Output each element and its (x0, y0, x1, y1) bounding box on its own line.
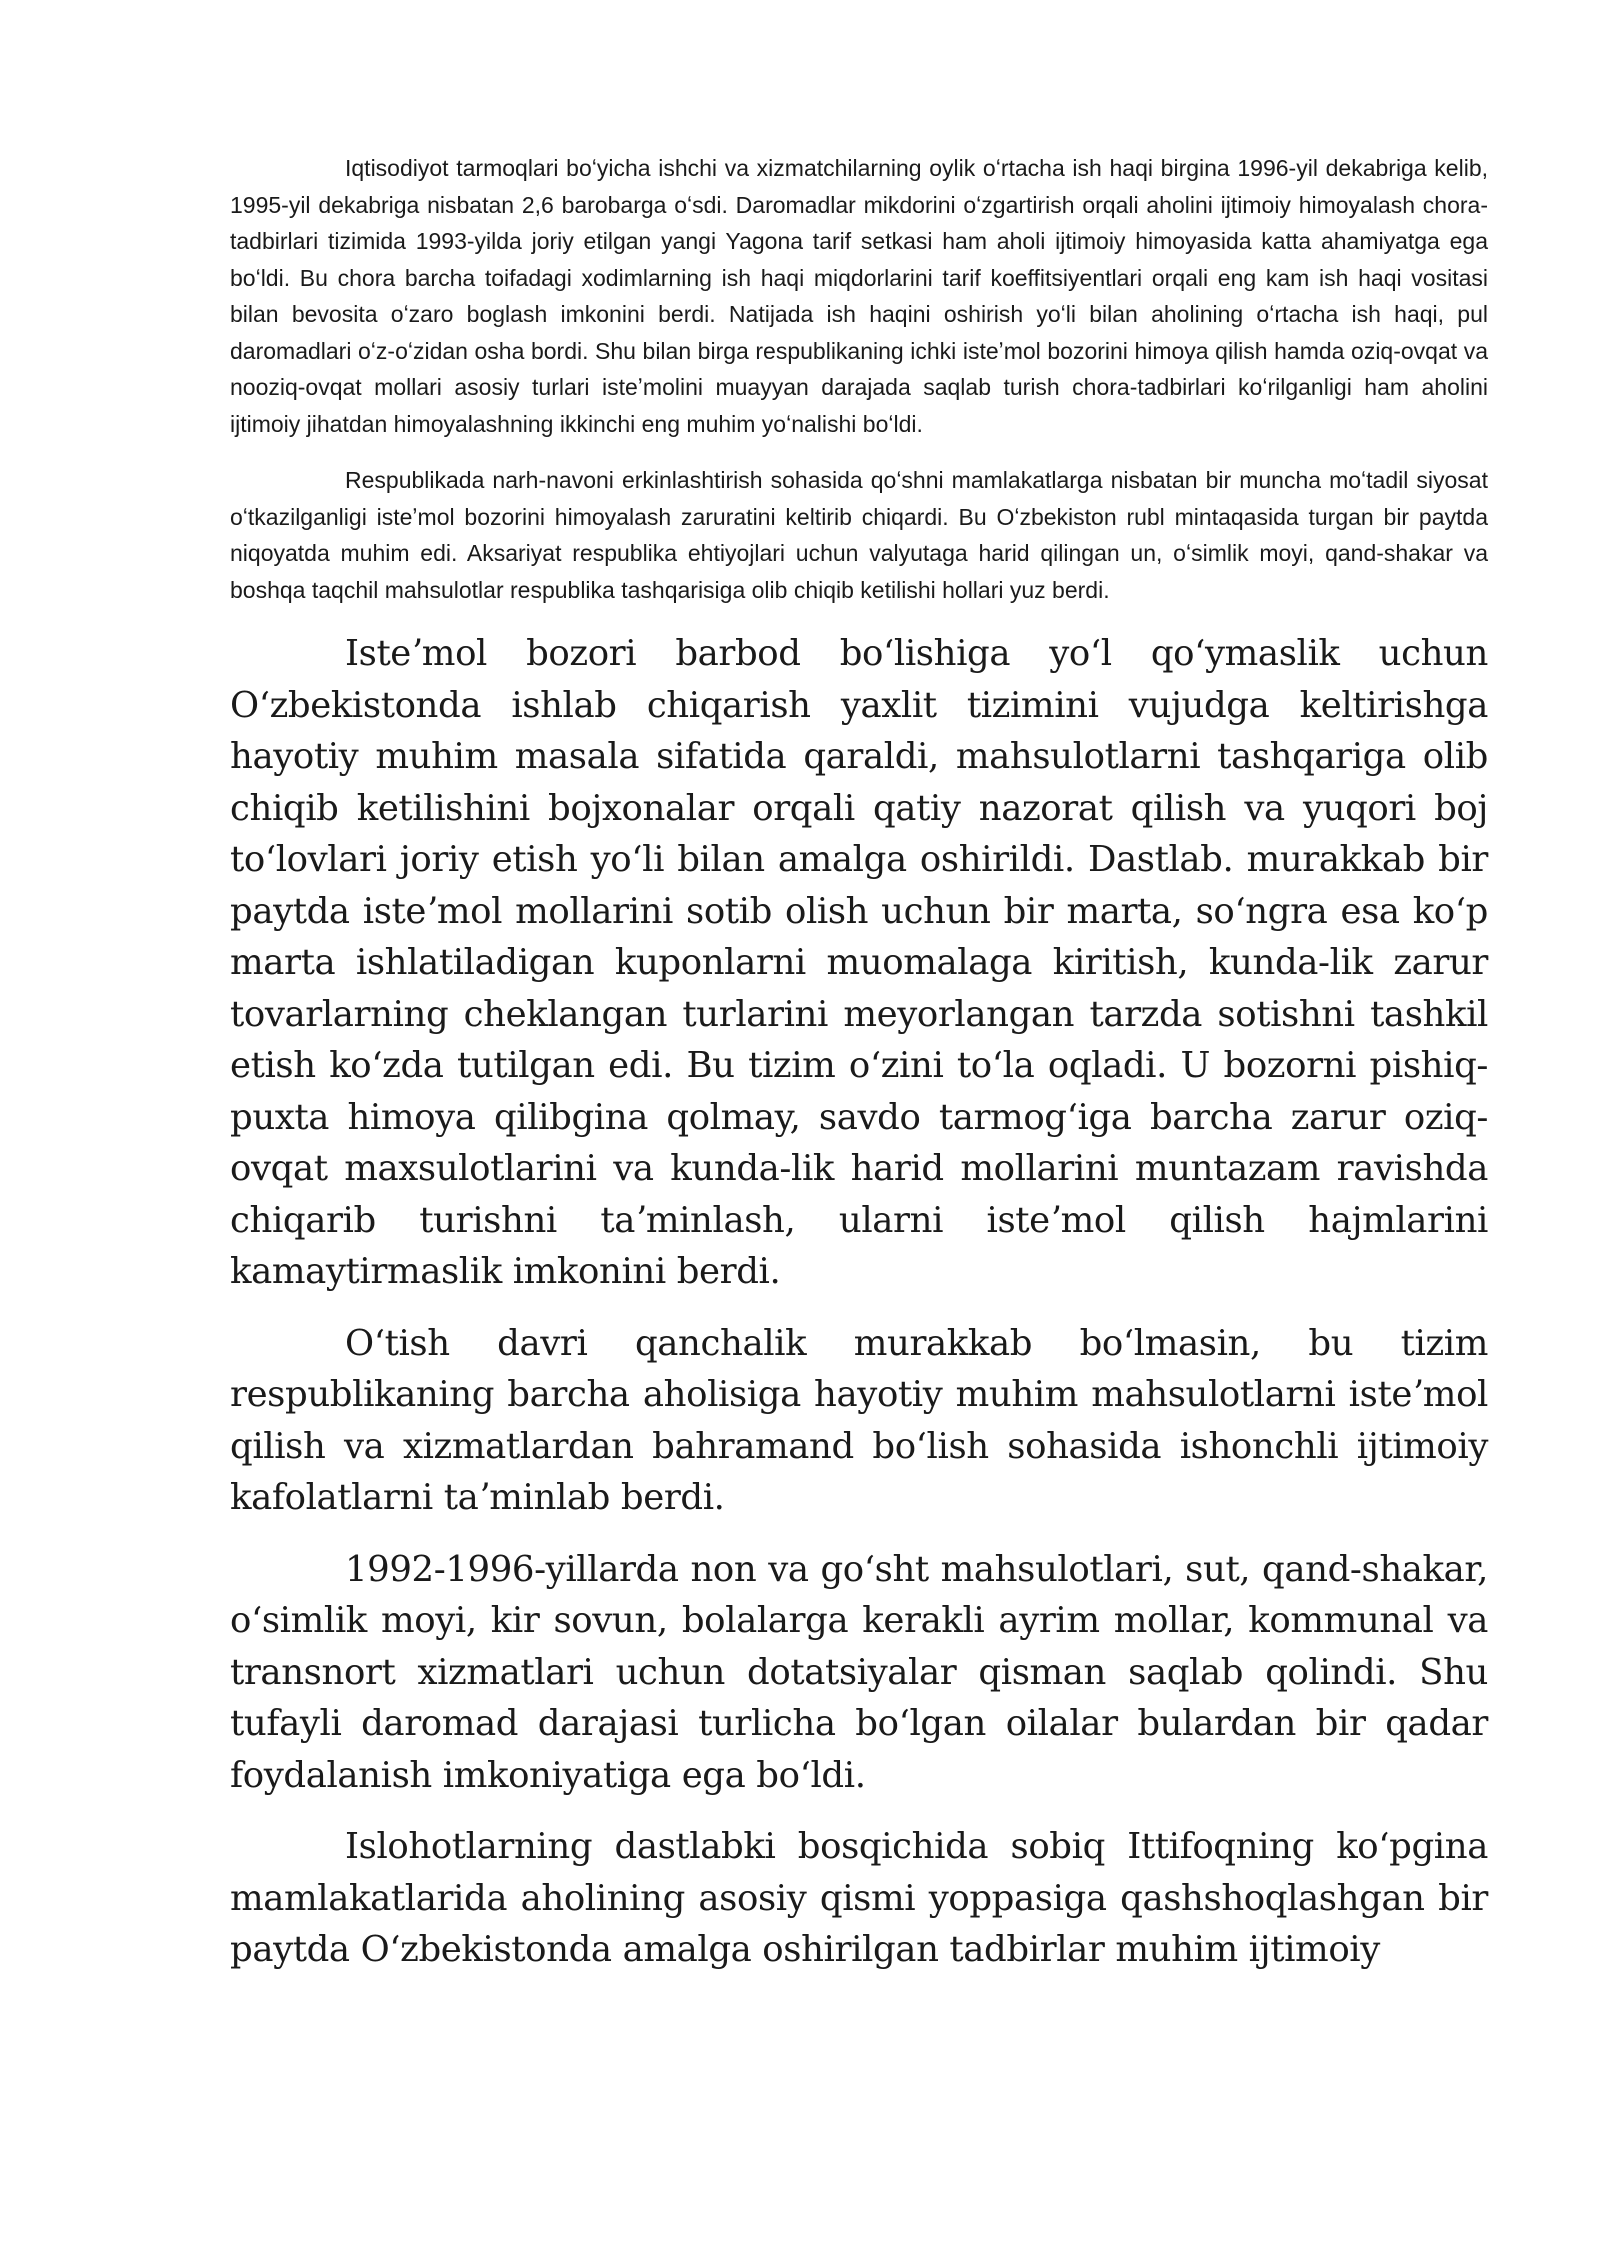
paragraph-subsidies-1992-1996: 1992-1996-yillarda non va goʻsht mahsulotlari, sut, qand-shakar, oʻsimlik moyi, kir sovun, bolalarga kerakli ayrim mollar, kommunal va transnort xizmatlari uchun dotatsiyalar qisman saqlab qolindi. Shu tufayli daromad darajasi turlicha boʻlgan oilalar bulardan bir qadar foydalanish imkoniyatiga ega boʻldi. (230, 1548, 1488, 1796)
paragraph-price-liberalization: Respublikada narh-navoni erkinlashtirish sohasida qoʻshni mamlakatlarga nisbatan bir muncha moʻtadil siyosat oʻtkazilganligi isteʼmol bozorini himoyalash zaruratini keltirib chiqardi. Bu Oʻzbekiston rubl mintaqasida turgan bir paytda niqoyatda muhim edi. Aksariyat respublika ehtiyojlari uchun valyutaga harid qilingan un, oʻsimlik moyi, qand-shakar va boshqa taqchil mahsulotlar respublika tashqarisiga olib chiqib ketilishi hollari yuz berdi. (230, 467, 1488, 603)
paragraph-reforms-first-stage: Islohotlarning dastlabki bosqichida sobiq Ittifoqning koʻpgina mamlakatlarida aholining asosiy qismi yoppasiga qashshoqlashgan bir paytda Oʻzbekistonda amalga oshirilgan tadbirlar muhim ijtimoiy (230, 1826, 1488, 1970)
paragraph-consumer-market-protection: Isteʼmol bozori barbod boʻlishiga yoʻl qoʻymaslik uchun Oʻzbekistonda ishlab chiqarish yaxlit tizimini vujudga keltirishga hayotiy muhim masala sifatida qaraldi, mahsulotlarni tashqariga olib chiqib ketilishini bojxonalar orqali qatiy nazorat qilish va yuqori boj toʻlovlari joriy etish yoʻli bilan amalga oshirildi. Dastlab. murakkab bir paytda isteʼmol mollarini sotib olish uchun bir marta, soʻngra esa koʻp marta ishlatiladigan kuponlarni muomalaga kiritish, kunda-lik zarur tovarlarning cheklangan turlarini meyorlangan tarzda sotishni tashkil etish koʻzda tutilgan edi. Bu tizim oʻzini toʻla oqladi. U bozorni pishiq-puxta himoya qilibgina qolmay, savdo tarmogʻiga barcha zarur oziq-ovqat maxsulotlarini va kunda-lik harid mollarini muntazam ravishda chiqarib turishni taʼminlash, ularni isteʼmol qilish hajmlarini kamaytirmaslik imkonini berdi. (230, 633, 1488, 1292)
paragraph-wage-growth: Iqtisodiyot tarmoqlari boʻyicha ishchi va xizmatchilarning oylik oʻrtacha ish haqi birgina 1996-yil dekabriga kelib, 1995-yil dekabriga nisbatan 2,6 barobarga oʻsdi. Daromadlar mikdorini oʻzgartirish orqali aholini ijtimoiy himoyalash chora-tadbirlari tizimida 1993-yilda joriy etilgan yangi Yagona tarif setkasi ham aholi ijtimoiy himoyasida katta ahamiyatga ega boʻldi. Bu chora barcha toifadagi xodimlarning ish haqi miqdorlarini tarif koeffitsiyentlari orqali eng kam ish haqi vositasi bilan bevosita oʻzaro boglash imkonini berdi. Natijada ish haqini oshirish yoʻli bilan aholining oʻrtacha ish haqi, pul daromadlari oʻz-oʻzidan osha bordi. Shu bilan birga respublikaning ichki isteʼmol bozorini himoya qilish hamda oziq-ovqat va nooziq-ovqat mollari asosiy turlari isteʼmolini muayyan darajada saqlab turish chora-tadbirlari koʻrilganligi ham aholini ijtimoiy jihatdan himoyalashning ikkinchi eng muhim yoʻnalishi boʻldi. (230, 155, 1488, 437)
document-page (230, 150, 1488, 1976)
paragraph-transition-period: Oʻtish davri qanchalik murakkab boʻlmasin, bu tizim respublikaning barcha aholisiga hayotiy muhim mahsulotlarni isteʼmol qilish va xizmatlardan bahramand boʻlish sohasida ishonchli ijtimoiy kafolatlarni taʼminlab berdi. (230, 1322, 1488, 1518)
